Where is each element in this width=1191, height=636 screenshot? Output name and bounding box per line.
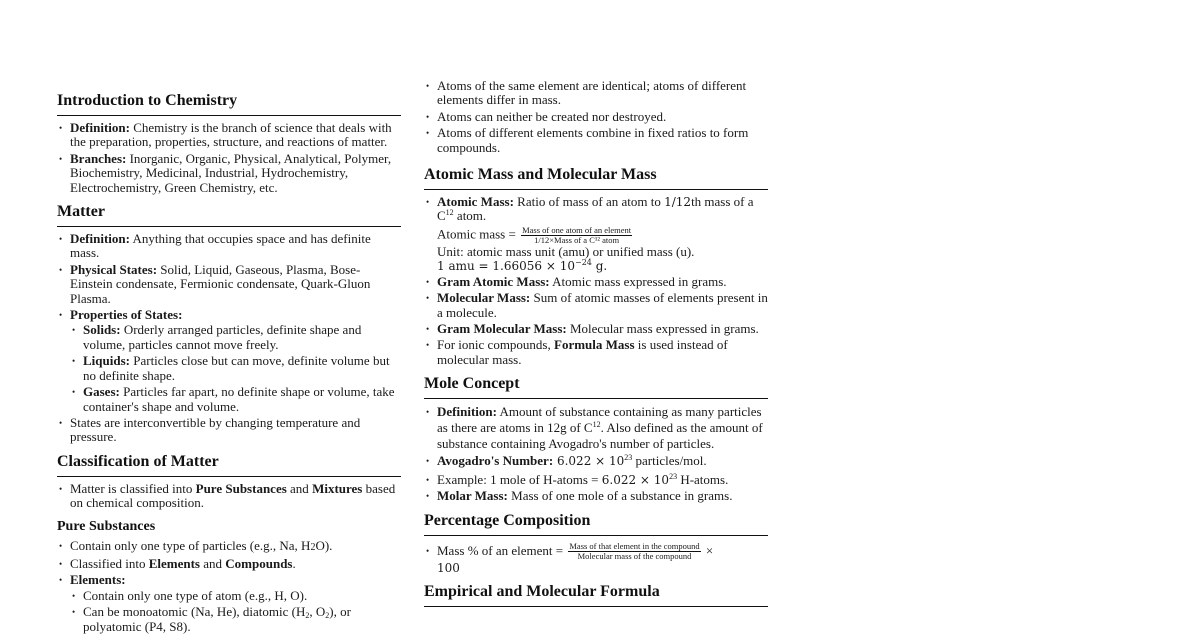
list-item	[57, 416, 401, 445]
item-text: Solid, Liquid, Gaseous, Plasma, Bose-Einstein condensate, Fermionic condensate, Quark-Gluon Plasma.	[70, 261, 371, 306]
section-atomic-mass	[424, 165, 768, 367]
list-item	[57, 263, 401, 306]
sub-list	[70, 589, 401, 634]
term-label: Properties of States:	[70, 307, 183, 323]
item-text: Example: 1 mole of H-atoms =	[437, 471, 602, 487]
atomic-mass-formula	[437, 226, 768, 245]
item-text: H-atoms.	[677, 471, 729, 487]
numerator: Mass of one atom of an element	[522, 224, 632, 235]
item-text: Molecular mass expressed in grams.	[566, 321, 759, 337]
list-item	[70, 605, 401, 633]
bullet-list	[57, 121, 401, 195]
section-heading: Percentage Composition	[424, 511, 768, 536]
item-text: Atomic mass expressed in grams.	[549, 273, 727, 289]
list-item	[57, 152, 401, 195]
list-item	[57, 482, 401, 511]
bullet-list	[424, 541, 768, 576]
item-text: Anything that occupies space and has definite mass.	[70, 231, 371, 261]
item-text: Atoms can neither be created nor destroyed.	[437, 108, 667, 124]
subscript: 2	[305, 611, 310, 621]
item-text: polyatomic (P4, S8).	[83, 618, 191, 634]
term-label: Liquids:	[83, 353, 130, 369]
list-item	[70, 385, 401, 414]
item-text: Can be monoatomic (Na, He), diatomic (H	[83, 604, 306, 620]
section-heading: Empirical and Molecular Formula	[424, 582, 768, 607]
subscript: 2	[325, 611, 330, 621]
math-text: 1 amu = 1.66056 × 10	[437, 258, 575, 273]
term-label: Molar Mass:	[437, 488, 508, 504]
formula-lhs: Atomic mass =	[437, 226, 520, 242]
math-text: g.	[591, 258, 608, 273]
bullet-list	[424, 79, 768, 155]
section-percentage-composition	[424, 511, 768, 576]
item-text: .	[292, 555, 296, 571]
item-text: th mass of a C	[437, 194, 754, 224]
list-item	[57, 573, 401, 633]
formula-fraction	[521, 226, 632, 245]
denominator: Molecular mass of the compound	[577, 551, 692, 562]
subsection-heading: Pure Substances	[57, 518, 156, 534]
list-item	[57, 121, 401, 150]
sub-list	[70, 323, 401, 413]
item-text: . Also defined as the amount of substance containing Avogadro's number of particles.	[437, 420, 763, 452]
list-item	[57, 308, 401, 414]
item-text: O).	[315, 537, 333, 553]
item-text: Matter is classified into	[70, 480, 196, 496]
unit-text: Unit: atomic mass unit (amu) or unified mass (u).	[437, 243, 695, 259]
list-item	[424, 291, 768, 320]
list-item	[70, 354, 401, 383]
item-text: based on chemical composition.	[70, 480, 396, 511]
item-text: Atoms of the same element are identical; atoms of different elements differ in mass.	[437, 78, 747, 108]
term-label: Definition:	[70, 120, 130, 135]
list-item	[424, 454, 768, 468]
section-heading: Introduction to Chemistry	[57, 91, 401, 116]
superscript: 23	[624, 453, 633, 463]
right-column	[424, 79, 768, 609]
item-text: Contain only one type of atom (e.g., H, O).	[83, 587, 308, 603]
item-text: , O	[309, 604, 326, 620]
list-item	[424, 473, 768, 487]
list-item	[424, 126, 768, 155]
section-classification	[57, 452, 401, 634]
item-text: atom.	[453, 208, 487, 224]
bullet-list	[57, 482, 401, 511]
left-column	[57, 91, 401, 636]
bullet-list	[57, 232, 401, 445]
item-text: Mass of one mole of a substance in grams.	[507, 488, 733, 504]
section-heading: Matter	[57, 202, 401, 227]
item-text: is used instead of molecular mass.	[437, 337, 728, 367]
item-text: Ratio of mass of an atom to	[513, 194, 665, 210]
section-heading: Classification of Matter	[57, 452, 401, 477]
term-label: Molecular Mass:	[437, 290, 531, 306]
item-text: Sum of atomic masses of elements present in a molecule.	[437, 290, 768, 320]
list-item	[57, 232, 401, 261]
bullet-list	[424, 404, 768, 503]
list-item	[424, 489, 768, 503]
term-label: Mixtures	[312, 480, 363, 496]
section-heading: Atomic Mass and Molecular Mass	[424, 165, 768, 190]
term-label: Compounds	[225, 555, 293, 571]
item-text: ), or	[329, 604, 351, 620]
item-text: Contain only one type of particles (e.g., Na, H	[70, 537, 311, 553]
amu-equation	[437, 259, 768, 273]
list-item	[424, 338, 768, 367]
math-fraction: 1/12	[664, 195, 692, 210]
list-item	[424, 275, 768, 289]
term-label: Avogadro's Number:	[437, 453, 554, 469]
list-item	[70, 323, 401, 352]
item-text: Particles far apart, no definite shape or volume, take container's shape and volume.	[83, 384, 395, 414]
term-label: Gases:	[83, 384, 120, 400]
math-text: 100	[437, 561, 460, 576]
item-text: Orderly arranged particles, definite shape and volume, particles cannot move freely.	[83, 322, 362, 352]
formula-lhs: Mass % of an element =	[437, 542, 567, 558]
term-label: Gram Atomic Mass:	[437, 273, 550, 289]
superscript: 23	[669, 471, 678, 481]
term-label: Definition:	[70, 231, 130, 247]
term-label: Definition:	[437, 404, 497, 420]
superscript: 12	[592, 420, 601, 430]
item-text: Amount of substance containing as many particles as there are atoms in 12g of C	[437, 404, 762, 436]
list-item	[424, 541, 768, 576]
item-text: For ionic compounds,	[437, 337, 554, 353]
term-label: Physical States:	[70, 261, 158, 277]
superscript: −24	[574, 257, 592, 267]
term-label: Atomic Mass:	[437, 194, 514, 210]
bullet-list	[424, 195, 768, 367]
numerator: Mass of that element in the compound	[569, 541, 700, 552]
list-item	[70, 589, 401, 603]
item-text: particles/mol.	[632, 453, 707, 469]
list-item	[57, 557, 401, 571]
term-label: Elements:	[70, 572, 126, 588]
math-text: 6.022 × 10	[601, 472, 670, 487]
item-text: Atoms of different elements combine in fixed ratios to form compounds.	[437, 125, 749, 155]
list-item	[424, 195, 768, 273]
term-label: Elements	[148, 555, 200, 571]
item-text: Classified into	[70, 555, 149, 571]
list-item	[57, 539, 401, 555]
section-mole-concept	[424, 374, 768, 503]
item-text: and	[286, 480, 313, 496]
term-label: Gram Molecular Mass:	[437, 321, 567, 337]
section-introduction	[57, 91, 401, 195]
math-text: ×	[702, 542, 714, 558]
section-empirical-formula	[424, 582, 768, 607]
item-text: Inorganic, Organic, Physical, Analytical, Polymer, Biochemistry, Medicinal, Industrial, Hydrochemistry, Electrochemistry, Green Chemistry, etc.	[70, 150, 392, 195]
term-label: Formula Mass	[554, 337, 635, 353]
item-text: and	[200, 555, 226, 571]
item-text: Particles close but can move, definite volume but no definite shape.	[83, 353, 390, 383]
list-item	[424, 404, 768, 452]
denominator: 1/12×Mass of a C¹² atom	[534, 234, 620, 245]
item-text: States are interconvertible by changing temperature and pressure.	[70, 414, 361, 445]
list-item	[424, 322, 768, 336]
term-label: Branches:	[70, 150, 127, 166]
superscript: 12	[445, 208, 454, 218]
term-label: Solids:	[83, 322, 121, 338]
math-text: 6.022 × 10	[553, 454, 625, 469]
subscript: 2	[310, 541, 316, 553]
item-text: Chemistry is the branch of science that deals with the preparation, properties, structure, and reactions of matter.	[70, 120, 392, 150]
bullet-list	[57, 539, 401, 634]
list-item	[424, 110, 768, 124]
list-item	[424, 79, 768, 108]
term-label: Pure Substances	[195, 480, 287, 496]
section-matter	[57, 202, 401, 445]
formula-fraction	[568, 542, 700, 561]
section-heading: Mole Concept	[424, 374, 768, 399]
